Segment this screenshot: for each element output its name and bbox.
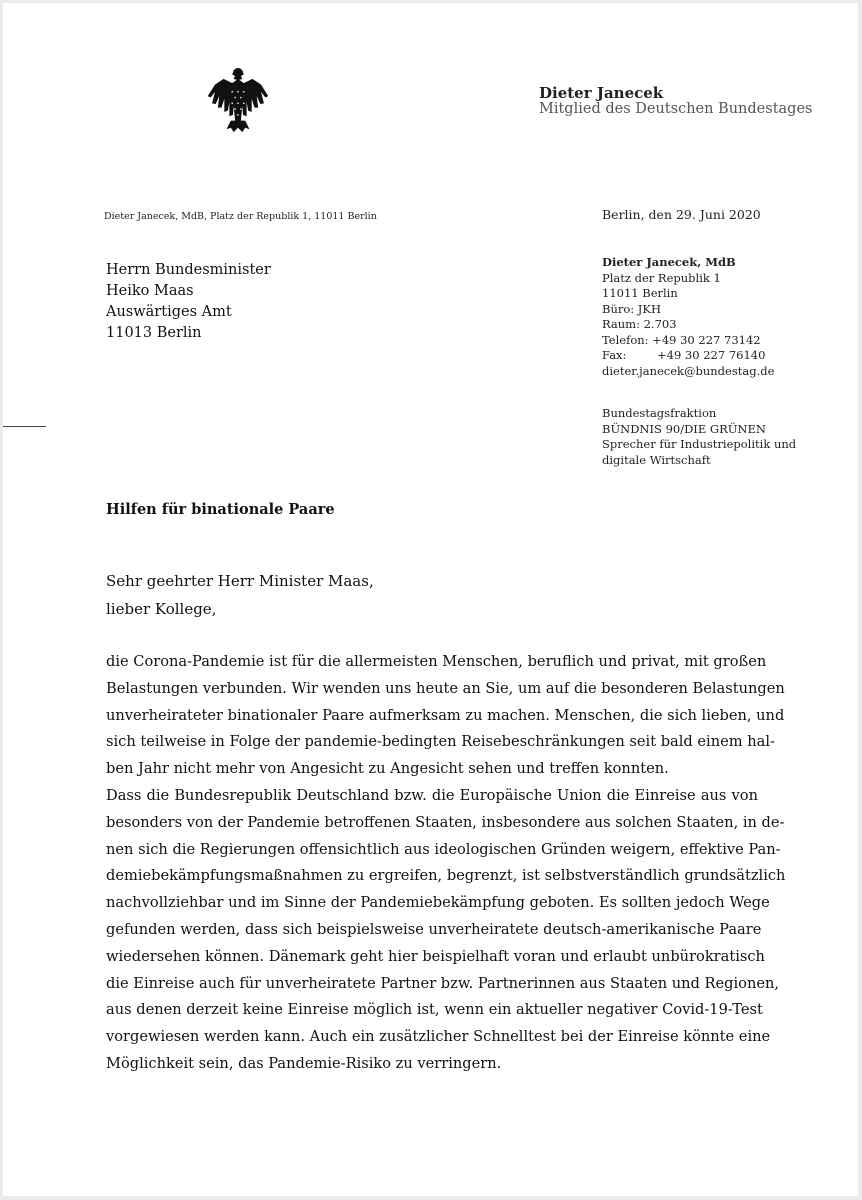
fax-value: +49 30 227 76140 xyxy=(657,348,766,362)
body-paragraph-2 xyxy=(106,783,786,1078)
body-line: gefunden werden, dass sich beispielsweise unverheiratete deutsch-amerikanische Paare xyxy=(106,920,762,938)
recipient-line: Heiko Maas xyxy=(106,283,194,299)
body-line: Belastungen verbunden. Wir wenden uns heute an Sie, um auf die besonderen Belastungen xyxy=(106,679,785,697)
letter-body xyxy=(106,649,786,1078)
faction-line: Bundestagsfraktion xyxy=(602,406,717,420)
body-line: demiebekämpfungsmaßnahmen zu ergreifen, begrenzt, ist selbstverständlich grundsätzlich xyxy=(106,867,786,885)
body-line: besonders von der Pandemie betroffenen Staaten, insbesondere aus solchen Staaten, in de- xyxy=(106,813,785,831)
contact-city: 11011 Berlin xyxy=(602,286,678,300)
salutation-line: Sehr geehrter Herr Minister Maas, xyxy=(106,572,374,590)
sender-address-line: Dieter Janecek, MdB, Platz der Republik 1, 11011 Berlin xyxy=(104,211,377,222)
letter-subject: Hilfen für binationale Paare xyxy=(106,501,335,518)
member-name: Dieter Janecek xyxy=(539,84,664,102)
body-line: nen sich die Regierungen offensichtlich aus ideologischen Gründen weigern, effektive Pan- xyxy=(106,840,781,858)
recipient-line: Herrn Bundesminister xyxy=(106,262,271,278)
faction-block xyxy=(602,406,796,468)
body-line: vorgewiesen werden kann. Auch ein zusätzlicher Schnelltest bei der Einreise könnte eine xyxy=(106,1028,771,1046)
body-line: Möglichkeit sein, das Pandemie-Risiko zu verringern. xyxy=(106,1054,502,1072)
letter-date: Berlin, den 29. Juni 2020 xyxy=(602,207,761,222)
contact-office: Büro: JKH xyxy=(602,301,662,316)
contact-room: Raum: 2.703 xyxy=(602,317,677,331)
body-line: sich teilweise in Folge der pandemie-bedingten Reisebeschränkungen seit bald einem hal- xyxy=(106,733,775,751)
fold-mark xyxy=(3,426,46,427)
body-line: unverheirateter binationaler Paare aufmerksam zu machen. Menschen, die sich lieben, und xyxy=(106,706,785,724)
contact-email: dieter.janecek@bundestag.de xyxy=(602,363,775,378)
recipient-address xyxy=(106,260,271,344)
faction-line: digitale Wirtschaft xyxy=(602,452,711,467)
recipient-line: Auswärtiges Amt xyxy=(106,304,232,320)
body-line: wiedersehen können. Dänemark geht hier beispielhaft voran und erlaubt unbürokratisch xyxy=(106,947,765,965)
letter-page xyxy=(3,3,858,1196)
body-line: die Einreise auch für unverheiratete Partner bzw. Partnerinnen aus Staaten und Regionen, xyxy=(106,974,780,992)
contact-street: Platz der Republik 1 xyxy=(602,270,721,285)
body-paragraph-1 xyxy=(106,649,785,783)
contact-name: Dieter Janecek, MdB xyxy=(602,255,736,269)
faction-line: Sprecher für Industriepolitik und xyxy=(602,437,797,451)
body-line: die Corona-Pandemie ist für die allermeisten Menschen, beruflich und privat, mit großen xyxy=(106,653,767,670)
contact-block xyxy=(602,255,774,379)
recipient-line: 11013 Berlin xyxy=(106,325,202,341)
salutation xyxy=(106,567,374,623)
contact-phone: Telefon: +49 30 227 73142 xyxy=(602,332,761,347)
body-line: ben Jahr nicht mehr von Angesicht zu Angesicht sehen und treffen konnten. xyxy=(106,760,669,778)
body-line: Dass die Bundesrepublik Deutschland bzw. die Europäische Union die Einreise aus von xyxy=(106,786,758,804)
contact-fax xyxy=(602,348,774,364)
bundesadler-eagle-icon xyxy=(202,63,274,135)
faction-line: BÜNDNIS 90/DIE GRÜNEN xyxy=(602,421,766,436)
fax-label: Fax: xyxy=(602,348,627,362)
body-line: aus denen derzeit keine Einreise möglich ist, wenn ein aktueller negativer Covid-19-Test xyxy=(106,1001,763,1019)
salutation-line: lieber Kollege, xyxy=(106,600,217,618)
member-role: Mitglied des Deutschen Bundestages xyxy=(539,101,813,117)
body-line: nachvollziehbar und im Sinne der Pandemiebekämpfung geboten. Es sollten jedoch Wege xyxy=(106,894,770,912)
